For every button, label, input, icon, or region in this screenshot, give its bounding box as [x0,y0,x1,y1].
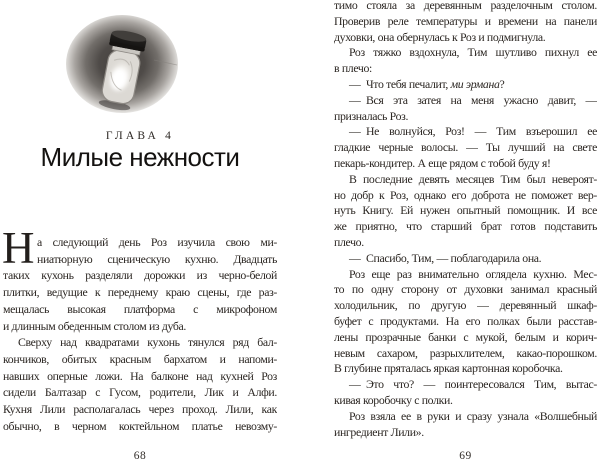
chapter-title: Милые нежности [40,142,240,172]
text-run: ? [499,76,505,91]
text-line: буфет с продуктами. На его полках были расстав- [334,313,597,328]
text-line: В последние девять месяцев Тим был невероят- [349,171,597,186]
text-line: кончиков, обитых красным бархатом и напоми- [3,352,277,367]
italic-phrase: ми эрмана [450,76,500,91]
text-line: ингредиент Лили». [334,424,424,439]
text-line: Сверху над квадратами кухонь тянулся ряд бал- [18,335,277,350]
text-line: сидели Балтазар с Гусом, родители, Лик и Алфи. [3,385,277,400]
text-line: обычно, в черном коктейльном платье невозму- [3,418,277,433]
text-line: а следующий день Роз изучила свою ми- [37,235,277,249]
text-line: — Не волнуйся, Роз! — Тим взъерошил ее [349,124,597,139]
text-line: ниатюрную сценическую кухню. Двадцать [37,251,277,266]
text-line: Проверив реле температуры и времени на панели [334,13,597,28]
text-line: гладкие черные волосы. — Ты лучший на свете [334,140,597,155]
text-line: то по одну сторону от духовки занимал красный [334,282,597,297]
text-line: таких кухонь разделяли дорожки из черно-белой [3,268,277,283]
text-line: — Вся эта затея на меня ужасно давит, — [349,92,597,107]
text-line: мещалась высокая платформа с микрофоном [3,301,277,316]
text-line: лены прозрачные банки с мукой, белым и корич- [334,329,597,344]
page-number-right: 69 [459,450,472,462]
text-line: же приятно, что старший брат готов подставить [334,219,597,234]
chapter-heading [3,130,277,171]
page-number-left: 68 [133,450,147,462]
text-line: плитки, ведущие к переднему краю сцены, где раз- [3,285,277,300]
drop-cap: Н [2,223,35,273]
text-line: духовки, она обернулась к Роз и подмигнула. [334,29,546,44]
text-line: плечо. [334,234,364,249]
text-line [334,77,597,93]
text-line: — Это что? — поинтересовался Тим, вытас- [349,377,597,392]
text-line: Роз еще раз внимательно оглядела кухню. Мес- [349,266,597,281]
text-line: Кухня Лили располагалась через проход. Лили, как [3,402,277,417]
text-line: в плечо: [334,61,372,76]
jar-illustration [64,14,180,116]
text-run: — Что тебя печалит, [349,76,451,91]
text-line: пекарь-кондитер. А еще рядом с тобой буду я! [334,155,551,170]
chapter-number-label: ГЛАВА 4 [105,130,175,142]
text-line: — Спасибо, Тим, — поблагодарила она. [349,250,542,265]
text-line: холодильник, по другую — деревянный шкаф- [334,298,597,313]
text-line: Роз тяжко вздохнула, Тим шутливо пихнул ее [349,45,597,60]
left-page-body-text [3,234,277,435]
text-line: нуть Книгу. Ей нужен опытный помощник. И все [334,203,597,218]
text-line: Роз взяла ее в руки и сразу узнала «Волшебный [349,408,597,423]
text-line: кивая коробочку с полки. [334,392,453,407]
text-line: невым сахаром, разрыхлителем, какао-порошком. [334,345,597,360]
text-line: и длинным обеденным столом из дуба. [3,318,187,333]
text-line: но добр к Роз, однако его доброта не поможет вер- [334,187,597,202]
text-line: навших оперные ложи. На балконе над кухней Роз [3,368,277,383]
right-page-body-text [334,0,597,440]
text-line: призналась Роз. [334,108,409,123]
text-line: В глубине пряталась яркая картонная коробочка. [334,361,563,376]
text-line: тимо стояла за деревянным разделочным столом. [334,0,597,12]
